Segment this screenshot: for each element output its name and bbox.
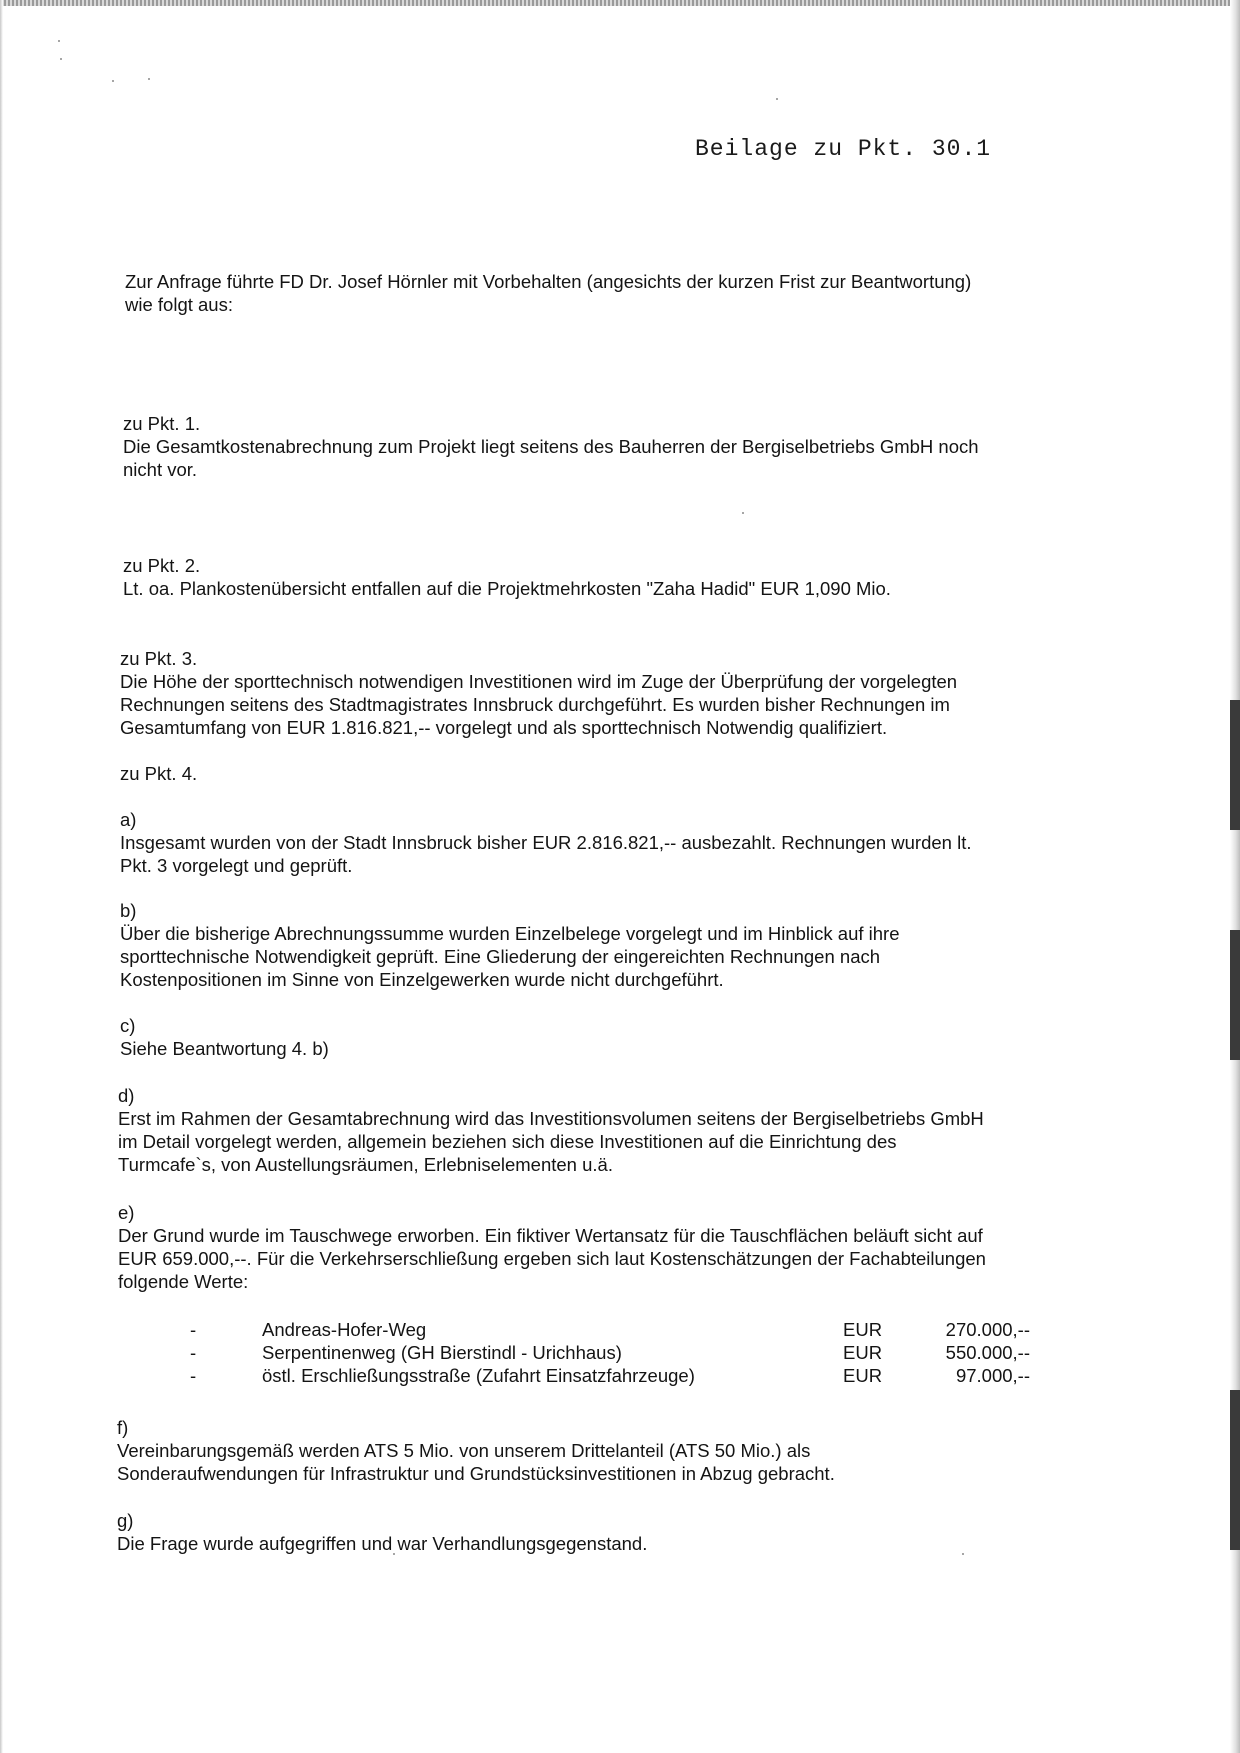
scan-speck — [776, 98, 778, 100]
item-amount: 97.000,-- — [955, 1365, 1030, 1386]
text-line: Die Höhe der sporttechnisch notwendigen Investitionen wird im Zuge der Überprüfung der vorgelegten — [120, 671, 958, 692]
text-line: Rechnungen seitens des Stadtmagistrates Innsbruck durchgeführt. Es wurden bisher Rechnungen im — [120, 694, 950, 715]
section-pkt-1 — [123, 412, 979, 481]
text-line: Über die bisherige Abrechnungssumme wurden Einzelbelege vorgelegt und im Hinblick auf ihre — [120, 923, 900, 944]
text-line: sporttechnische Notwendigkeit geprüft. Eine Gliederung der eingereichten Rechnungen nach — [120, 946, 881, 967]
text-line: nicht vor. — [123, 459, 198, 480]
section-label: g) — [117, 1510, 134, 1531]
text-line: wie folgt aus: — [125, 294, 233, 315]
text-line: Gesamtumfang von EUR 1.816.821,-- vorgelegt und als sporttechnisch Notwendig qualifiziert. — [120, 717, 888, 738]
section-b — [120, 899, 900, 991]
section-pkt-3 — [120, 647, 957, 739]
text-line: im Detail vorgelegt werden, allgemein beziehen sich diese Investitionen auf die Einrichtung des — [118, 1131, 897, 1152]
page-heading: Beilage zu Pkt. 30.1 — [695, 136, 992, 162]
text-line: Insgesamt wurden von der Stadt Innsbruck bisher EUR 2.816.821,-- ausbezahlt. Rechnungen wurden lt. — [120, 832, 972, 853]
section-label: b) — [120, 900, 137, 921]
item-description: Serpentinenweg (GH Bierstindl - Urichhaus) — [262, 1342, 622, 1363]
item-amount: 270.000,-- — [945, 1319, 1030, 1340]
item-description: östl. Erschließungsstraße (Zufahrt Einsatzfahrzeuge) — [262, 1365, 695, 1386]
list-item — [190, 1341, 1030, 1364]
text-line: folgende Werte: — [118, 1271, 249, 1292]
text-line: Sonderaufwendungen für Infrastruktur und Grundstücksinvestitionen in Abzug gebracht. — [117, 1463, 835, 1484]
scan-edge-right — [1230, 0, 1240, 1753]
section-f — [117, 1416, 835, 1485]
scan-speck — [148, 78, 150, 80]
section-label: e) — [118, 1202, 135, 1223]
text-line: Pkt. 3 vorgelegt und geprüft. — [120, 855, 353, 876]
text-line: EUR 659.000,--. Für die Verkehrserschließung ergeben sich laut Kostenschätzungen der Fachabteilungen — [118, 1248, 986, 1269]
section-label: zu Pkt. 1. — [123, 413, 201, 434]
text-line: Der Grund wurde im Tauschwege erworben. Ein fiktiver Wertansatz für die Tauschflächen beläuft sicht auf — [118, 1225, 983, 1246]
text-line: Vereinbarungsgemäß werden ATS 5 Mio. von unserem Drittelanteil (ATS 50 Mio.) als — [117, 1440, 811, 1461]
section-label: zu Pkt. 4. — [120, 763, 198, 784]
scan-speck — [112, 80, 114, 82]
scan-speck — [60, 58, 62, 60]
section-label: a) — [120, 809, 137, 830]
text-line: Kostenpositionen im Sinne von Einzelgewerken wurde nicht durchgeführt. — [120, 969, 724, 990]
item-currency: EUR — [843, 1319, 883, 1340]
item-description: Andreas-Hofer-Weg — [262, 1319, 427, 1340]
section-e — [118, 1201, 986, 1293]
item-currency: EUR — [843, 1365, 883, 1386]
list-dash: - — [190, 1342, 197, 1363]
list-dash: - — [190, 1319, 197, 1340]
text-line: Siehe Beantwortung 4. b) — [120, 1038, 329, 1059]
section-g — [117, 1509, 647, 1555]
list-item — [190, 1364, 1030, 1387]
item-currency: EUR — [843, 1342, 883, 1363]
scan-edge-left — [0, 0, 3, 1753]
section-d — [118, 1084, 984, 1176]
section-a — [120, 808, 972, 877]
scan-edge-top — [0, 0, 1240, 6]
intro-paragraph — [125, 270, 971, 316]
section-label: c) — [120, 1015, 136, 1036]
section-pkt-4 — [120, 762, 197, 785]
text-line: Die Frage wurde aufgegriffen und war Verhandlungsgegenstand. — [117, 1533, 648, 1554]
list-item — [190, 1318, 1030, 1341]
scan-speck — [962, 1553, 964, 1555]
list-dash: - — [190, 1365, 197, 1386]
scan-speck — [742, 512, 744, 514]
text-line: Erst im Rahmen der Gesamtabrechnung wird das Investitionsvolumen seitens der Bergiselbetriebs GmbH — [118, 1108, 984, 1129]
text-line: Die Gesamtkostenabrechnung zum Projekt liegt seitens des Bauherren der Bergiselbetriebs GmbH noch — [123, 436, 979, 457]
cost-list — [190, 1318, 1030, 1387]
text-line: Zur Anfrage führte FD Dr. Josef Hörnler mit Vorbehalten (angesichts der kurzen Frist zur Beantwortung) — [125, 271, 972, 292]
text-line: Lt. oa. Plankostenübersicht entfallen auf die Projektmehrkosten "Zaha Hadid" EUR 1,090 Mio. — [123, 578, 891, 599]
section-c — [120, 1014, 329, 1060]
section-pkt-2 — [123, 554, 891, 600]
scan-speck — [58, 40, 60, 42]
item-amount: 550.000,-- — [945, 1342, 1030, 1363]
section-label: d) — [118, 1085, 135, 1106]
text-line: Turmcafe`s, von Austellungsräumen, Erlebniselementen u.ä. — [118, 1154, 613, 1175]
section-label: zu Pkt. 2. — [123, 555, 201, 576]
section-label: zu Pkt. 3. — [120, 648, 198, 669]
section-label: f) — [117, 1417, 129, 1438]
